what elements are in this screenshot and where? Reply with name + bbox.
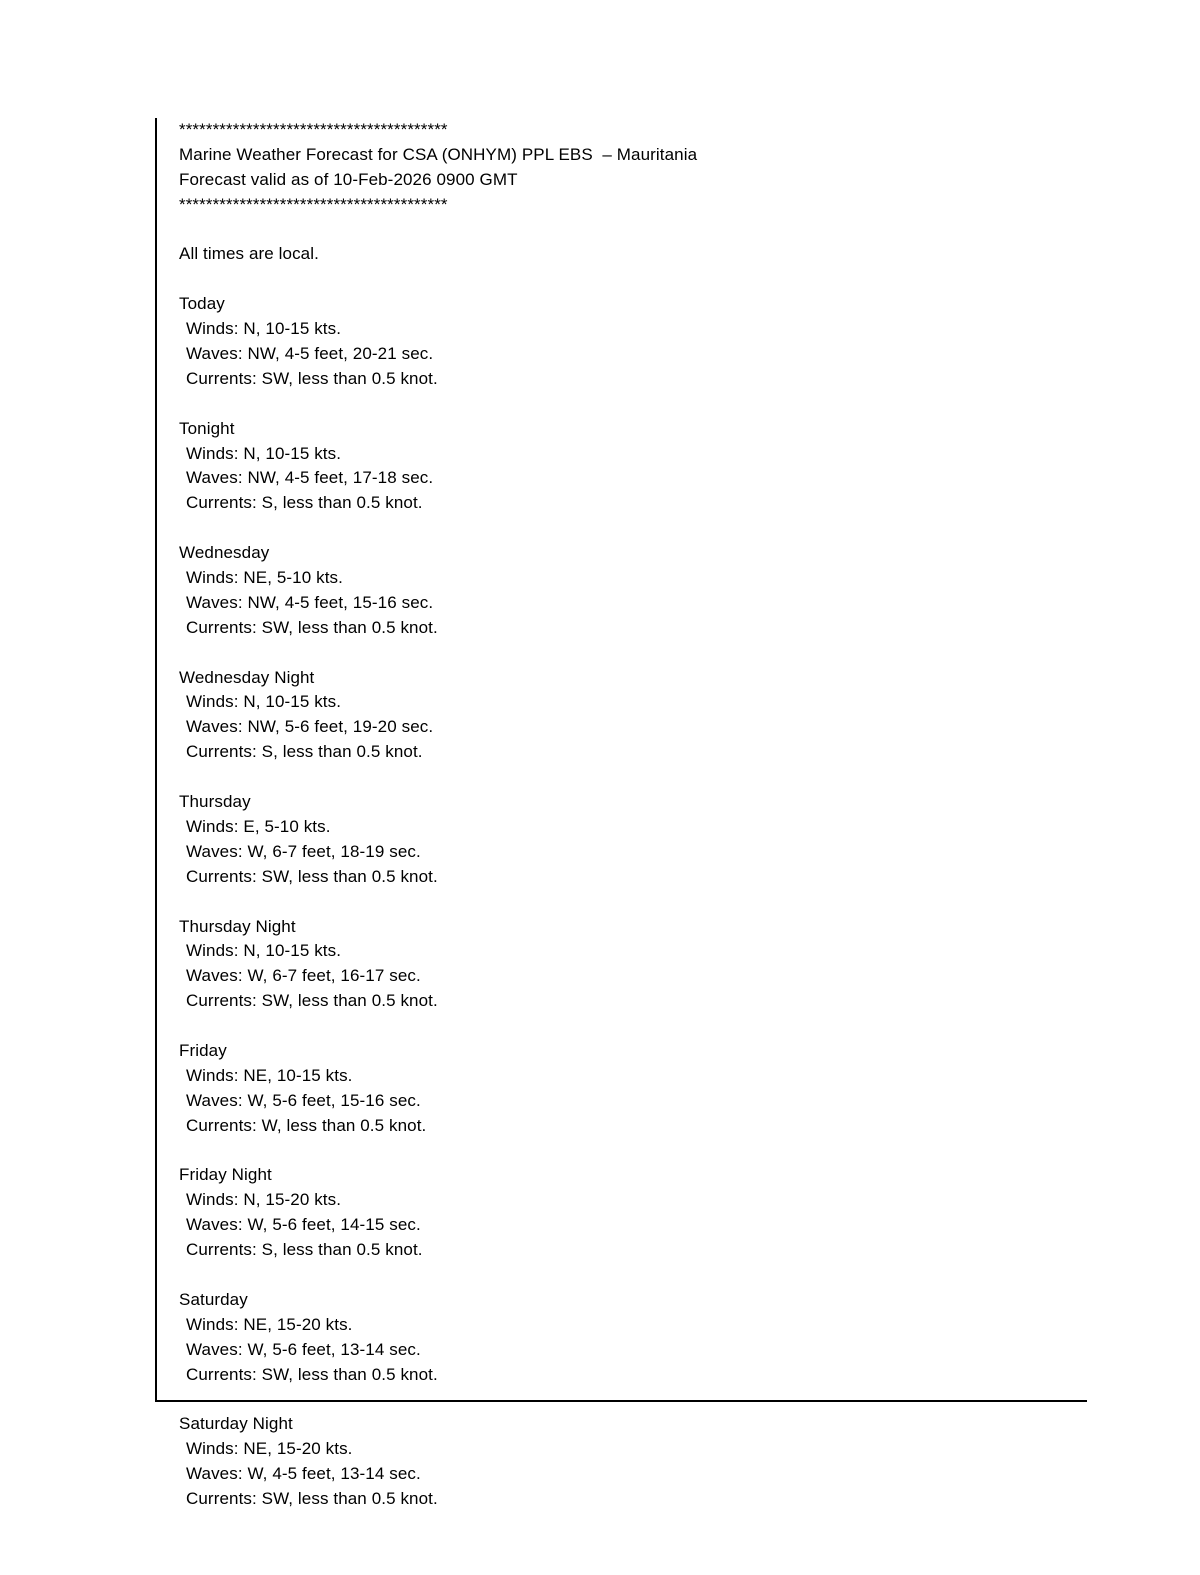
section-day-heading: Friday Night [179, 1165, 272, 1185]
forecast-section [179, 666, 697, 766]
winds-line: Winds: N, 15-20 kts. [186, 1190, 342, 1210]
winds-line: Winds: NE, 5-10 kts. [186, 568, 343, 588]
forecast-section [179, 292, 697, 392]
section-day-heading: Wednesday Night [179, 667, 315, 687]
blank-line [179, 1139, 697, 1164]
blank-line [179, 1387, 697, 1412]
blank-line [179, 641, 697, 666]
forecast-section [179, 1163, 697, 1263]
blank-line [179, 392, 697, 417]
winds-line: Winds: E, 5-10 kts. [186, 816, 331, 836]
currents-line: Currents: SW, less than 0.5 knot. [186, 991, 438, 1011]
waves-line: Waves: W, 5-6 feet, 14-15 sec. [186, 1215, 421, 1235]
document-title: Marine Weather Forecast for CSA (ONHYM) PPL EBS – Mauritania [179, 144, 698, 164]
divider-top: **************************************** [179, 120, 448, 139]
blank-line [179, 765, 697, 790]
currents-line: Currents: SW, less than 0.5 knot. [186, 1364, 438, 1384]
blank-line [179, 1263, 697, 1288]
section-day-heading: Saturday [179, 1289, 248, 1309]
forecast-section [179, 915, 697, 1015]
winds-line: Winds: N, 10-15 kts. [186, 319, 342, 339]
blank-line [179, 218, 697, 243]
section-day-heading: Friday [179, 1040, 227, 1060]
currents-line: Currents: S, less than 0.5 knot. [186, 742, 423, 762]
blank-line [179, 516, 697, 541]
waves-line: Waves: W, 5-6 feet, 13-14 sec. [186, 1339, 421, 1359]
currents-line: Currents: S, less than 0.5 knot. [186, 493, 423, 513]
winds-line: Winds: NE, 15-20 kts. [186, 1439, 353, 1459]
forecast-section [179, 1039, 697, 1139]
currents-line: Currents: W, less than 0.5 knot. [186, 1115, 427, 1135]
forecast-sections [179, 267, 697, 1512]
waves-line: Waves: NW, 5-6 feet, 19-20 sec. [186, 717, 434, 737]
winds-line: Winds: N, 10-15 kts. [186, 443, 342, 463]
currents-line: Currents: S, less than 0.5 knot. [186, 1240, 423, 1260]
section-day-heading: Thursday Night [179, 916, 296, 936]
currents-line: Currents: SW, less than 0.5 knot. [186, 368, 438, 388]
waves-line: Waves: NW, 4-5 feet, 20-21 sec. [186, 344, 434, 364]
currents-line: Currents: SW, less than 0.5 knot. [186, 866, 438, 886]
section-day-heading: Saturday Night [179, 1414, 293, 1434]
winds-line: Winds: NE, 10-15 kts. [186, 1065, 353, 1085]
forecast-text-block [179, 118, 697, 1512]
waves-line: Waves: W, 6-7 feet, 18-19 sec. [186, 841, 421, 861]
forecast-section [179, 1288, 697, 1388]
blank-line [179, 267, 697, 292]
waves-line: Waves: NW, 4-5 feet, 15-16 sec. [186, 592, 434, 612]
blank-line [179, 890, 697, 915]
text-frame-left-border [155, 118, 157, 1402]
winds-line: Winds: N, 10-15 kts. [186, 941, 342, 961]
winds-line: Winds: N, 10-15 kts. [186, 692, 342, 712]
section-day-heading: Today [179, 294, 225, 314]
section-day-heading: Wednesday [179, 543, 270, 563]
forecast-section [179, 790, 697, 890]
winds-line: Winds: NE, 15-20 kts. [186, 1314, 353, 1334]
waves-line: Waves: NW, 4-5 feet, 17-18 sec. [186, 468, 434, 488]
waves-line: Waves: W, 5-6 feet, 15-16 sec. [186, 1090, 421, 1110]
currents-line: Currents: SW, less than 0.5 knot. [186, 617, 438, 637]
section-day-heading: Tonight [179, 418, 235, 438]
forecast-valid-line: Forecast valid as of 10-Feb-2026 0900 GMT [179, 169, 518, 189]
waves-line: Waves: W, 6-7 feet, 16-17 sec. [186, 966, 421, 986]
times-note: All times are local. [179, 244, 319, 264]
blank-line [179, 1014, 697, 1039]
divider-bottom: **************************************** [179, 194, 448, 214]
waves-line: Waves: W, 4-5 feet, 13-14 sec. [186, 1464, 421, 1484]
currents-line: Currents: SW, less than 0.5 knot. [186, 1488, 438, 1508]
section-day-heading: Thursday [179, 792, 251, 812]
forecast-section [179, 541, 697, 641]
forecast-section [179, 417, 697, 517]
forecast-section [179, 1412, 697, 1512]
